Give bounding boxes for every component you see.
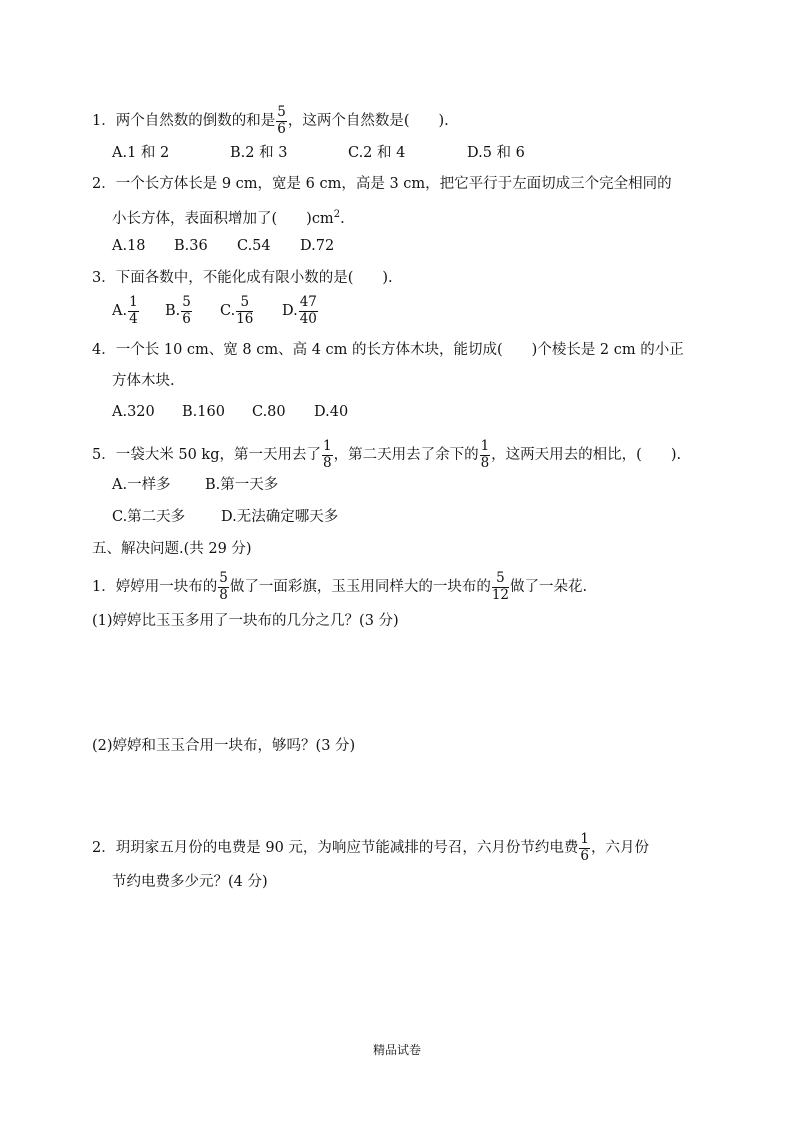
question-text: 玥玥家五月份的电费是 90 元，为响应节能减排的号召，六月份节约电费 (115, 840, 579, 856)
option-a: A.一样多 (112, 477, 171, 493)
question-text: ，第二天用去了余下的 (333, 447, 479, 463)
numerator: 1 (580, 831, 589, 847)
subquestion-1: (1)婷婷比玉玉多用了一块布的几分之几？(3 分) (92, 613, 399, 629)
option-d: D.5 和 6 (467, 145, 525, 161)
fraction (579, 833, 590, 863)
denominator: 6 (277, 120, 286, 137)
fraction (181, 296, 192, 326)
fraction (322, 440, 333, 470)
option-c: C.54 (237, 238, 271, 254)
question-2 (92, 174, 672, 194)
denominator: 8 (322, 454, 332, 471)
denominator: 12 (491, 586, 510, 603)
numerator: 5 (492, 572, 509, 588)
question-number: 1． (92, 579, 116, 595)
denominator: 40 (299, 310, 317, 327)
question-number: 3． (92, 270, 116, 286)
option-d (282, 296, 319, 326)
option-b: B.2 和 3 (230, 145, 288, 161)
denominator: 6 (182, 310, 191, 327)
question-text: 下面各数中，不能化成有限小数的是( ). (115, 270, 393, 286)
question-text: 两个自然数的倒数的和是 (115, 113, 276, 129)
problem-2-line-2: 节约电费多少元？(4 分) (112, 874, 268, 890)
problem-2 (92, 833, 649, 863)
fraction (299, 296, 318, 326)
denominator: 8 (480, 454, 490, 471)
question-text: 做了一面彩旗，玉玉用同样大的一块布的 (229, 579, 491, 595)
denominator: 16 (236, 310, 254, 327)
question-text: 一袋大米 50 kg，第一天用去了 (115, 447, 321, 463)
problem-1 (92, 572, 587, 602)
question-number: 5． (92, 447, 116, 463)
question-number: 2． (92, 840, 116, 856)
numerator: 1 (322, 438, 332, 454)
question-number: 2． (92, 176, 116, 192)
question-text: ，六月份 (591, 840, 649, 856)
question-number: 4． (92, 342, 116, 358)
fraction (480, 440, 491, 470)
question-5 (92, 440, 681, 470)
option-c: C.2 和 4 (348, 145, 406, 161)
question-1 (92, 106, 449, 136)
question-text: ，这两天用去的相比，( ). (491, 447, 682, 463)
option-c: C.80 (252, 404, 286, 420)
question-number: 1． (92, 113, 116, 129)
option-c: C.第二天多 (112, 509, 186, 525)
subquestion-2: (2)婷婷和玉玉合用一块布，够吗？(3 分) (92, 738, 356, 754)
numerator: 5 (236, 296, 253, 312)
question-text: 做了一朵花. (510, 579, 588, 595)
question-4-line-2: 方体木块. (112, 373, 175, 389)
option-a: A.18 (112, 238, 146, 254)
fraction (236, 296, 253, 326)
option-b: B.第一天多 (205, 477, 279, 493)
option-d: D.40 (314, 404, 349, 420)
question-text: 小长方体，表面积增加了( )cm (112, 210, 334, 227)
denominator: 8 (219, 586, 228, 603)
question-4 (92, 340, 684, 360)
option-a: A.1 和 2 (112, 145, 170, 161)
denominator: 6 (580, 847, 589, 864)
option-label: A. (112, 303, 128, 319)
question-text: . (340, 210, 345, 227)
option-b (165, 296, 193, 326)
option-label: B. (165, 303, 181, 319)
superscript: 2 (333, 209, 341, 220)
option-a: A.320 (112, 404, 155, 420)
option-d: D.72 (300, 238, 335, 254)
option-label: D. (282, 303, 298, 319)
question-text: 一个长 10 cm、宽 8 cm、高 4 cm 的长方体木块，能切成( )个棱长是 2 cm 的小正 (115, 342, 684, 358)
numerator: 5 (277, 104, 286, 120)
question-2-line-2 (112, 205, 345, 229)
option-b: B.36 (174, 238, 208, 254)
question-text: 婷婷用一块布的 (115, 579, 218, 595)
fraction (218, 572, 229, 602)
numerator: 47 (299, 294, 317, 310)
numerator: 1 (129, 294, 138, 310)
numerator: 5 (219, 570, 228, 586)
option-d: D.无法确定哪天多 (221, 509, 339, 525)
section-heading: 五、解决问题.(共 29 分) (92, 541, 252, 557)
page-footer: 精品试卷 (372, 1043, 421, 1057)
numerator: 1 (480, 438, 490, 454)
fraction (276, 106, 287, 136)
numerator: 5 (182, 294, 191, 310)
option-b: B.160 (182, 404, 225, 420)
fraction (492, 572, 509, 602)
denominator: 4 (129, 310, 138, 327)
option-label: C. (220, 303, 236, 319)
fraction (128, 296, 139, 326)
question-text: 一个长方体长是 9 cm，宽是 6 cm，高是 3 cm，把它平行于左面切成三个完全相同的 (115, 176, 672, 192)
option-c (220, 296, 254, 326)
question-text: ，这两个自然数是( ). (287, 113, 449, 129)
question-3 (92, 268, 393, 288)
option-a (112, 296, 140, 326)
